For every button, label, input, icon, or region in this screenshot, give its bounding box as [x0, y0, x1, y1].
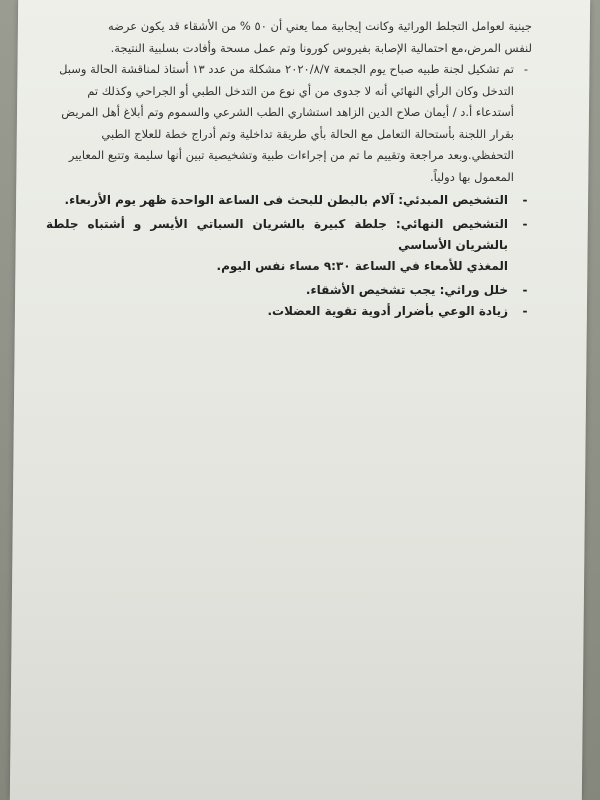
committee-line: المعمول بها دولياً.	[430, 169, 514, 184]
finding-final-diagnosis	[46, 214, 532, 277]
committee-line: تم تشكيل لجنة طبيه صباح يوم الجمعة ٢٠٢٠/٨/٧ مشكلة من عدد ١٣ أستاذ لمناقشة الحالة وسبل	[59, 62, 514, 76]
bullet-dash: -	[523, 62, 529, 76]
intro-line: لنفس المرض،مع احتمالية الإصابة بفيروس كورونا وتم عمل مسحة وأفادت بسلبية النتيجة.	[110, 40, 532, 55]
finding-line: التشخيص المبدئي: آلام بالبطن للبحث فى الساعة الواحدة ظهر يوم الأربعاء.	[64, 193, 508, 207]
bullet-dash: -	[522, 304, 528, 318]
intro-paragraph	[46, 16, 532, 59]
finding-line: المغذي للأمعاء في الساعة ٩:٣٠ مساء نفس اليوم.	[216, 259, 508, 273]
finding-initial-diagnosis	[46, 190, 532, 211]
finding-line: زيادة الوعي بأضرار أدوية تقوية العضلات.	[267, 304, 508, 318]
committee-line: التدخل وكان الرأي النهائي أنه لا جدوى من أي نوع من التدخل الطبي أو الجراحي وكذلك تم	[87, 83, 514, 98]
findings-list	[46, 190, 532, 322]
bullet-dash: -	[522, 193, 528, 207]
finding-line: خلل وراثي: يجب تشخيص الأشقاء.	[305, 283, 508, 297]
committee-item	[46, 59, 532, 188]
bullet-dash: -	[522, 283, 528, 297]
finding-line: التشخيص النهائي: جلطة كبيرة بالشريان السباتي الأيسر و أشتباه جلطة بالشريان الأساسي	[46, 217, 508, 252]
document-body	[46, 16, 532, 322]
committee-line: بقرار اللجنة بأستحالة التعامل مع الحالة بأي طريقة تداخلية وتم أدراج خطة للعلاج الطبي	[101, 126, 514, 141]
finding-awareness	[46, 301, 532, 322]
finding-genetic-defect	[46, 280, 532, 301]
committee-line: التحفظي.وبعد مراجعة وتقييم ما تم من إجراءات طبية وتشخيصية تبين أنها سليمة وتتبع المعايير	[68, 148, 514, 162]
intro-line: جينية لعوامل التجلط الوراثية وكانت إيجابية مما يعني أن ٥٠ % من الأشقاء قد يكون عرضه	[108, 19, 532, 33]
committee-line: أستدعاء أ.د / أيمان صلاح الدين الزاهد استشاري الطب الشرعي والسموم وتم أبلاغ أهل المريض	[61, 105, 514, 119]
bullet-dash: -	[522, 217, 528, 231]
